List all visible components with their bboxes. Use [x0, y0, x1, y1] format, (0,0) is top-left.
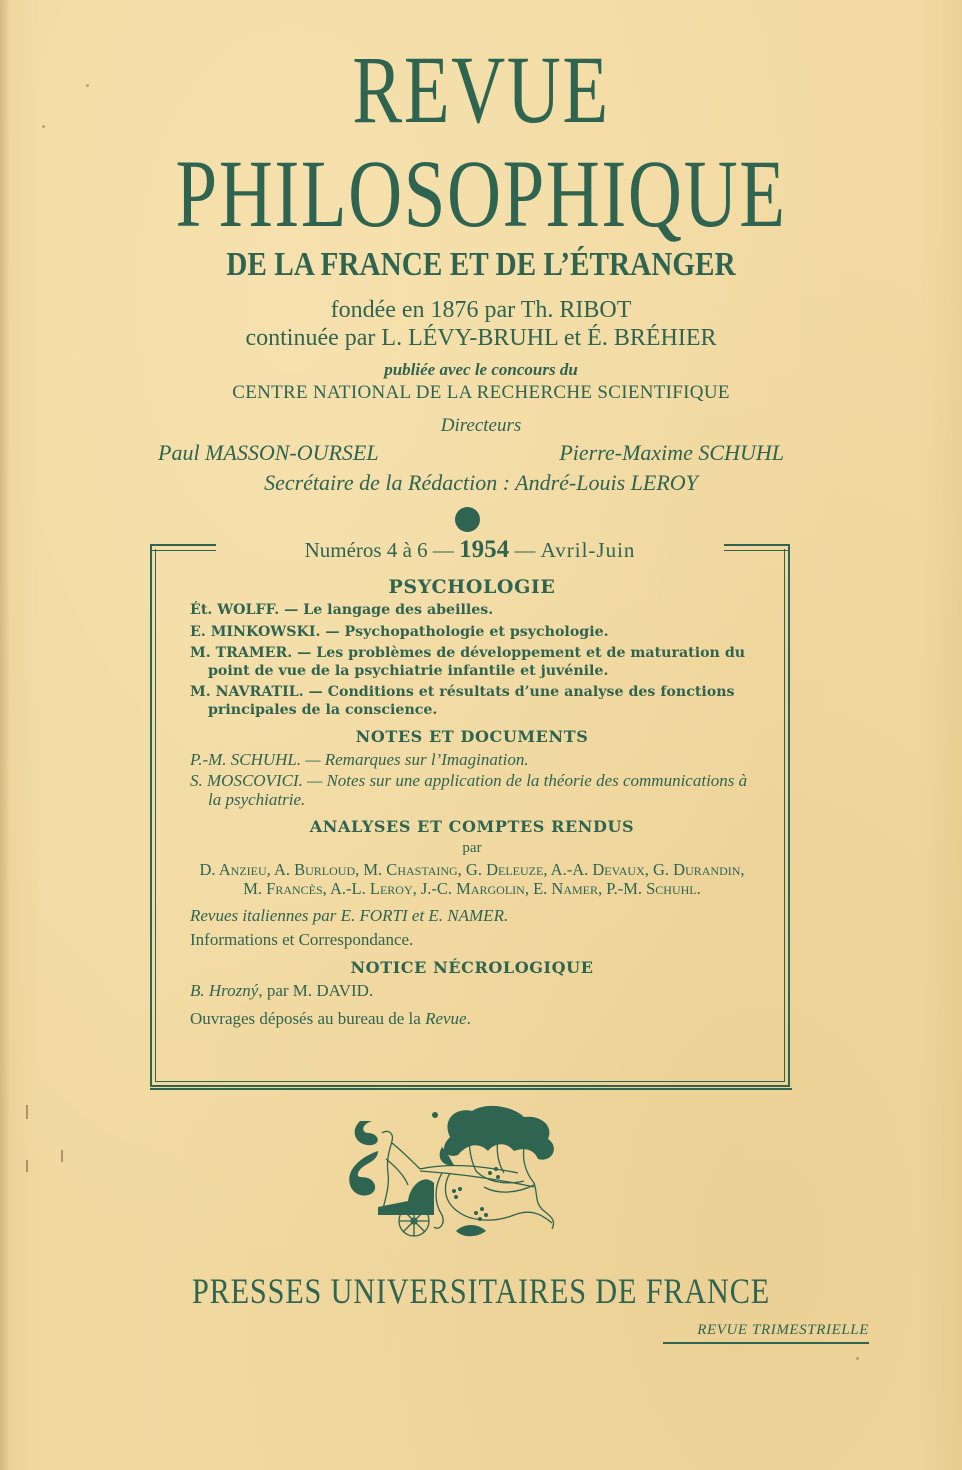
paper-speck	[86, 84, 89, 87]
article-entry: Ét. WOLFF. — Le langage des abeilles.	[190, 602, 494, 618]
issue-separator: —	[514, 538, 536, 562]
section-heading-psychologie: PSYCHOLOGIE	[388, 576, 556, 598]
issue-months: Avril-Juin	[540, 538, 636, 562]
spine-fold	[0, 0, 10, 1470]
article-entry: M. NAVRATIL. — Conditions et résultats d’une analyse des fonctions principales de la conscience.	[190, 684, 735, 718]
journal-title-line2: PHILOSOPHIQUE	[175, 140, 787, 247]
article-entry: M. TRAMER. — Les problèmes de développement et de maturation du point de vue de la psychiatrie infantile et juvénile.	[190, 645, 746, 679]
section-heading-analyses: ANALYSES ET COMPTES RENDUS	[309, 817, 635, 836]
information-line: Informations et Correspondance.	[190, 930, 414, 949]
chariot-horses-emblem-icon	[338, 1103, 598, 1243]
books-received	[190, 1009, 754, 1029]
section-heading-obituary: NOTICE NÉCROLOGIQUE	[350, 958, 594, 977]
italian-reviews: Revues italiennes par E. FORTI et E. NAMER.	[190, 906, 509, 925]
books-received-text: Ouvrages déposés au bureau de la	[190, 1009, 426, 1028]
bullet-ornament	[455, 507, 480, 532]
obituary-author: , par M. DAVID.	[258, 981, 374, 1000]
edge-mark	[26, 1105, 28, 1119]
journal-name-italic: Revue	[425, 1009, 467, 1028]
edge-mark	[61, 1150, 63, 1162]
obituary-entry	[190, 981, 754, 1001]
published-with-line: publiée avec le concours du	[384, 360, 578, 379]
director-name: Paul MASSON-OURSEL	[158, 440, 379, 465]
issue-year: 1954	[459, 536, 510, 563]
frame-bottom-rule	[150, 1088, 792, 1090]
obituary-subject: B. Hrozný	[190, 981, 259, 1000]
table-of-contents	[190, 576, 754, 1029]
publisher-name: PRESSES UNIVERSITAIRES DE FRANCE	[191, 1271, 771, 1311]
secretary-line: Secrétaire de la Rédaction : André-Louis LEROY	[264, 470, 698, 495]
article-entry: E. MINKOWSKI. — Psychopathologie et psychologie.	[190, 623, 609, 640]
books-received-end: .	[466, 1009, 471, 1028]
edge-mark	[26, 1160, 28, 1172]
contents-frame	[150, 536, 790, 1087]
journal-title-line1: REVUE	[352, 36, 610, 143]
section-heading-notes: NOTES ET DOCUMENTS	[355, 727, 589, 746]
note-entry: P.-M. SCHUHL. — Remarques sur l’Imagination.	[190, 750, 529, 769]
issue-info	[150, 537, 790, 562]
reviewers-list: D. Anzieu, A. Burloud, M. Chastaing, G. Deleuze, A.-A. Devaux, G. Durandin, M. Francès, A.-L. Leroy, J.-C. Margolin, E. Namer, P.-M. Schuhl.	[199, 860, 745, 898]
by-label: par	[462, 840, 482, 856]
institution-name: CENTRE NATIONAL DE LA RECHERCHE SCIENTIFIQUE	[232, 382, 730, 403]
continued-line: continuée par L. LÉVY-BRUHL et É. BRÉHIER	[245, 325, 717, 351]
director-name: Pierre-Maxime SCHUHL	[559, 440, 784, 465]
issue-numbers: Numéros 4 à 6 —	[304, 538, 454, 562]
founded-line: fondée en 1876 par Th. RIBOT	[330, 297, 632, 323]
journal-subtitle: DE LA FRANCE ET DE L’ÉTRANGER	[226, 246, 736, 283]
paper-speck	[42, 125, 45, 128]
publication-frequency: REVUE TRIMESTRIELLE	[663, 1323, 869, 1344]
note-entry: S. MOSCOVICI. — Notes sur une application de la théorie des communications à la psychiatrie.	[190, 771, 748, 809]
directors-row	[158, 442, 784, 464]
directors-label: Directeurs	[440, 415, 522, 436]
paper-speck	[856, 1357, 859, 1360]
